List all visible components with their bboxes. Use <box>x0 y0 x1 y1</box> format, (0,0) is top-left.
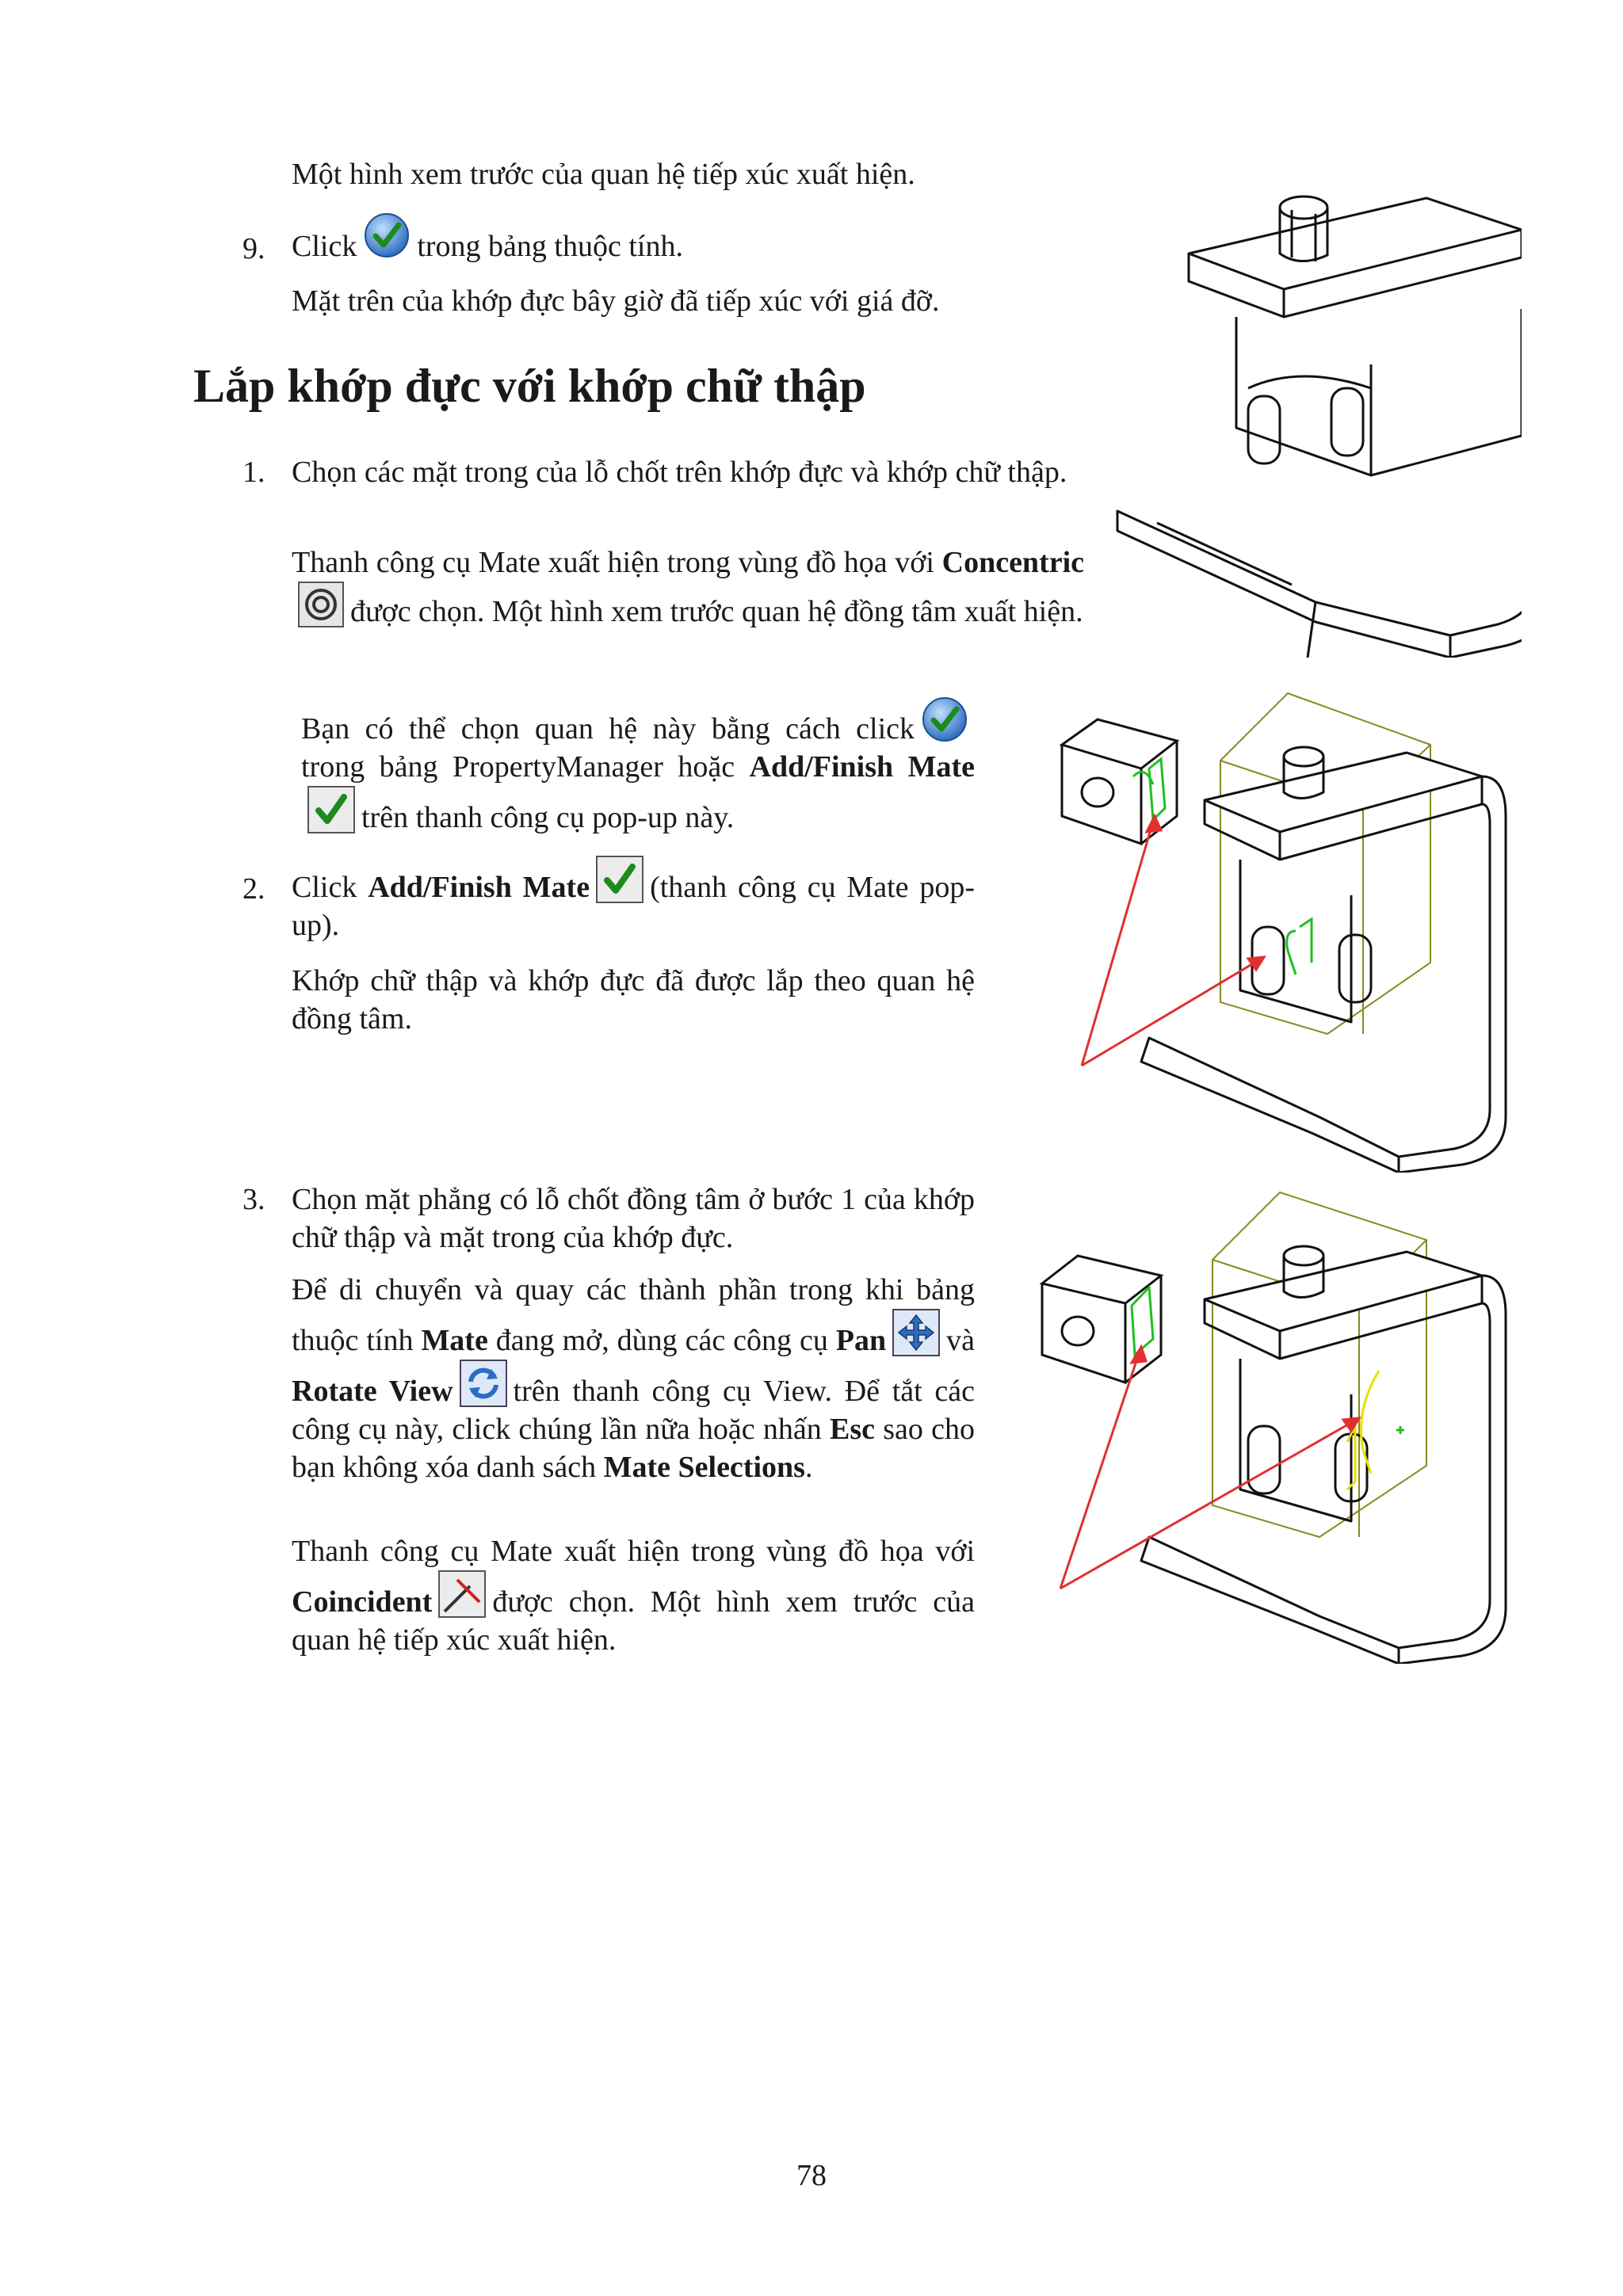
step-3-toolbar-text: Thanh công cụ Mate xuất hiện trong vùng đồ họa với Coincident được chọn. Một hình xem trước của quan hệ tiếp xúc xuất hiện. <box>292 1535 975 1657</box>
step-3-number: 3. <box>242 1183 265 1216</box>
ok-check-icon[interactable] <box>363 212 411 259</box>
concentric-icon[interactable] <box>298 582 344 627</box>
step-9-text: Click trong bảng thuộc tính. <box>292 211 1084 282</box>
step-1-toolbar-text: Thanh công cụ Mate xuất hiện trong vùng đồ họa với Concentric được chọn. Một hình xem trước quan hệ đồng tâm xuất hiện. <box>292 546 1085 628</box>
step-3-nav-text: Để di chuyển và quay các thành phần trong khi bảng thuộc tính Mate đang mở, dùng các công cụ Pan và Rotate View trên thanh công cụ View. Để tắt các công cụ này, click chúng lần nữa hoặc nhấn Esc sao cho bạn không xóa danh sách Mate Selections. <box>292 1273 976 1484</box>
add-finish-mate-icon[interactable] <box>596 856 643 903</box>
coincident-icon[interactable] <box>438 1570 486 1618</box>
bracket-figure-2 <box>1058 689 1522 1173</box>
step-1-tip: Bạn có thể chọn quan hệ này bằng cách click trong bảng PropertyManager hoặc Add/Finish Mate trên thanh công cụ pop-up này. <box>301 696 975 837</box>
step-2-text: Click Add/Finish Mate (thanh công cụ Mate pop-up). <box>292 856 975 944</box>
step-1-text: Chọn các mặt trong của lỗ chốt trên khớp đực và khớp chữ thập. <box>292 456 1067 489</box>
ok-check-icon[interactable] <box>921 696 968 743</box>
step-3-text: Chọn mặt phẳng có lỗ chốt đồng tâm ở bước 1 của khớp chữ thập và mặt trong của khớp đực. <box>292 1183 975 1254</box>
add-finish-mate-icon[interactable] <box>307 786 355 833</box>
step-1-number: 1. <box>242 456 265 489</box>
step-9-number: 9. <box>242 232 265 265</box>
rotate-view-icon[interactable] <box>460 1360 507 1407</box>
bracket-figure-1 <box>1109 151 1522 658</box>
page-number: 78 <box>796 2159 827 2192</box>
step-9-result: Mặt trên của khớp đực bây giờ đã tiếp xúc với giá đỡ. <box>292 284 940 318</box>
section-heading: Lắp khớp đực với khớp chữ thập <box>193 360 866 412</box>
step-2-number: 2. <box>242 872 265 906</box>
step-2-result: Khớp chữ thập và khớp đực đã được lắp theo quan hệ đồng tâm. <box>292 964 975 1035</box>
pan-icon[interactable] <box>892 1309 940 1356</box>
preview-text: Một hình xem trước của quan hệ tiếp xúc xuất hiện. <box>292 158 915 191</box>
bracket-figure-3 <box>1038 1188 1522 1664</box>
